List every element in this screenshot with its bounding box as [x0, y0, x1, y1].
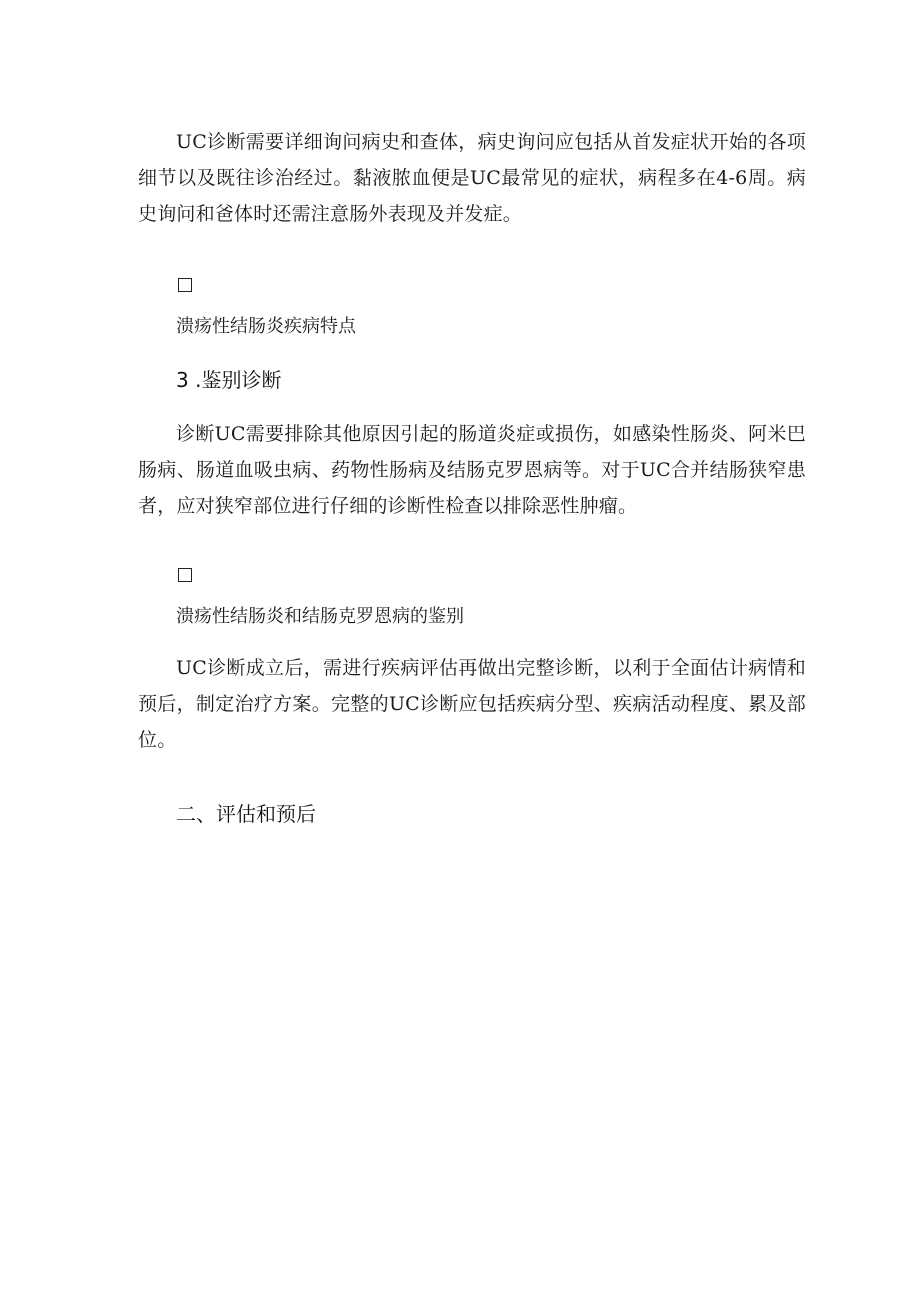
figure-caption-disease-features: 溃疡性结肠炎疾病特点 — [176, 316, 356, 337]
section-heading-evaluation-prognosis: 二、评估和预后 — [176, 802, 316, 826]
image-placeholder-checkbox-icon — [178, 568, 192, 582]
paragraph-differential-diagnosis: 诊断UC需要排除其他原因引起的肠道炎症或损伤，如感染性肠炎、阿米巴肠病、肠道血吸虫病、药物性肠病及结肠克罗恩病等。对于UC合并结肠狭窄患者，应对狭窄部位进行仔细的诊断性检查以排除恶性肿瘤。 — [138, 423, 806, 517]
figure-caption-uc-vs-crohn: 溃疡性结肠炎和结肠克罗恩病的鉴别 — [176, 606, 464, 627]
paragraph-diagnosis-history: UC诊断需要详细询问病史和查体，病史询问应包括从首发症状开始的各项细节以及既往诊治经过。黏液脓血便是UC最常见的症状，病程多在4-6周。病史询问和爸体时还需注意肠外表现及并发症。 — [138, 131, 806, 225]
image-placeholder-checkbox-icon — [178, 278, 192, 292]
section-heading-differential-diagnosis: 3 .鉴别诊断 — [176, 368, 282, 392]
paragraph-complete-diagnosis: UC诊断成立后，需进行疾病评估再做出完整诊断，以利于全面估计病情和预后，制定治疗方案。完整的UC诊断应包括疾病分型、疾病活动程度、累及部位。 — [138, 657, 806, 751]
